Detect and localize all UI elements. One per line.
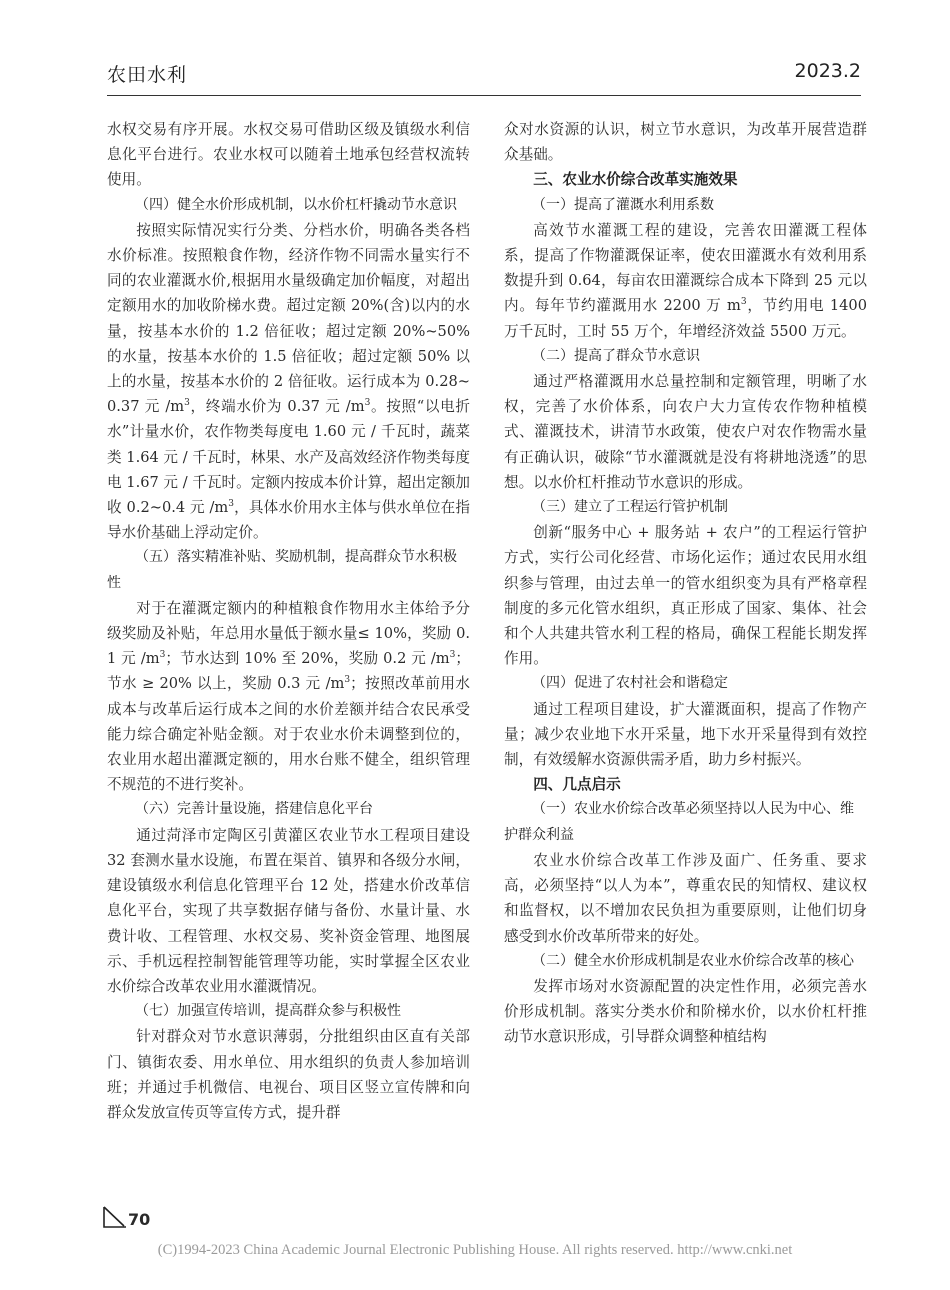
body-paragraph: 对于在灌溉定额内的种植粮食作物用水主体给予分级奖励及补贴，年总用水量低于额水量≤ 10%，奖励 0.1 元 $/m^3$；节水达到 10% 至 20%，奖励 0.2 元 $/m^3$；节水 ≥ 20% 以上，奖励 0.3 元 $/m^3$；按照改革前用水成本与改革后运行成本之间的水价差额并结合农民承受能力综合确定补贴金额。对于农业水价未调整到位的，农业用水超出灌溉定额的，用水台账不健全，组织管理不规范的不进行奖补。 [107, 599, 470, 794]
body-paragraph: 水权交易有序开展。水权交易可借助区级及镇级水利信息化平台进行。农业水权可以随着土地承包经营权流转使用。 [107, 121, 470, 189]
subsection-heading: （三）建立了工程运行管护机制 [532, 499, 728, 516]
body-paragraph: 通过严格灌溉用水总量控制和定额管理，明晰了水权，完善了水价体系，向农户大力宣传农作物种植模式、灌溉技术，讲清节水政策，使农户对农作物需水量有正确认识，破除“节水灌溉就是没有将耕地浇透”的思想。以水价杠杆推动节水意识的形成。 [504, 373, 867, 491]
body-paragraph: 众对水资源的认识，树立节水意识，为改革开展营造群众基础。 [504, 121, 867, 164]
right-column [504, 117, 867, 1050]
body-paragraph: 通过工程项目建设，扩大灌溉面积，提高了作物产量；减少农业地下水开采量，地下水开采量得到有效控制，有效缓解水资源供需矛盾，助力乡村振兴。 [504, 700, 867, 769]
subsection-heading: （二）提高了群众节水意识 [532, 347, 700, 364]
subsection-heading: （四）促进了农村社会和谐稳定 [532, 675, 728, 692]
page-corner-mark-icon [100, 1205, 130, 1231]
subsection-heading: （一）提高了灌溉水利用系数 [532, 196, 714, 213]
body-paragraph: 高效节水灌溉工程的建设，完善农田灌溉工程体系，提高了作物灌溉保证率，使农田灌溉水有效利用系数提升到 0.64，每亩农田灌溉综合成本下降到 25 元以内。每年节约灌溉用水 2200 万 $m^3$，节约用电 1400 万千瓦时，工时 55 万个，年增经济效益 5500 万元。 [504, 221, 868, 340]
running-header [107, 58, 861, 88]
body-paragraph: 创新“服务中心 + 服务站 + 农户”的工程运行管护方式，实行公司化经营、市场化运作；通过农民用水组织参与管理，由过去单一的管水组织变为具有严格章程制度的多元化管水组织，真正形成了国家、集体、社会和个人共建共管水利工程的格局，确保工程能长期发挥作用。 [504, 524, 867, 668]
body-paragraph: 按照实际情况实行分类、分档水价，明确各类各档水价标准。按照粮食作物，经济作物不同需水量实行不同的农业灌溉水价,根据用水量级确定加价幅度，对超出定额用水的加收阶梯水费。超过定额 20%(含)以内的水量，按基本水价的 1.2 倍征收；超过定额 20%~50% 的水量，按基本水价的 1.5 倍征收；超过定额 50% 以上的水量，按基本水价的 2 倍征收。运行成本为 0.28~0.37 元 $/m^3$，终端水价为 0.37 元 $/m^3$。按照“以电折水”计量水价，农作物类每度电 1.60 元 / 千瓦时，蔬菜类 1.64 元 / 千瓦时，林果、水产及高效经济作物类每度电 1.67 元 / 千瓦时。定额内按成本价计算，超出定额加收 0.2~0.4 元 $/m^3$，具体水价用水主体与供水单位在指导水价基础上浮动定价。 [107, 221, 471, 542]
subsection-heading: （四）健全水价形成机制，以水价杠杆撬动节水意识 [135, 196, 457, 213]
section-heading: 四、几点启示 [533, 776, 621, 794]
body-paragraph: 发挥市场对水资源配置的决定性作用，必须完善水价形成机制。落实分类水价和阶梯水价，以水价杠杆推动节水意识形成，引导群众调整种植结构 [504, 977, 867, 1046]
journal-title: 农田水利 [107, 64, 188, 86]
header-rule [107, 95, 861, 96]
subsection-heading: （二）健全水价形成机制是农业水价综合改革的核心 [532, 952, 854, 969]
section-heading: 三、农业水价综合改革实施效果 [533, 171, 738, 189]
left-column [107, 117, 470, 1125]
body-paragraph: 针对群众对节水意识薄弱，分批组织由区直有关部门、镇街农委、用水单位、用水组织的负责人参加培训班；并通过手机微信、电视台、项目区竖立宣传牌和向群众发放宣传页等宣传方式，提升群 [107, 1028, 470, 1121]
issue-number: 2023.2 [794, 60, 861, 82]
subsection-heading: （六）完善计量设施，搭建信息化平台 [135, 801, 373, 818]
subsection-heading: （一）农业水价综合改革必须坚持以人民为中心、维护群众利益 [504, 801, 854, 843]
body-paragraph: 农业水价综合改革工作涉及面广、任务重、要求高，必须坚持“以人为本”，尊重农民的知情权、建议权和监督权，以不增加农民负担为重要原则，让他们切身感受到水价改革所带来的好处。 [504, 851, 867, 945]
copyright-notice: (C)1994-2023 China Academic Journal Electronic Publishing House. All rights reserved. http://www.cnki.net [157, 1242, 793, 1258]
page-number: 70 [128, 1210, 151, 1229]
subsection-heading: （五）落实精准补贴、奖励机制，提高群众节水积极性 [107, 549, 457, 591]
subsection-heading: （七）加强宣传培训，提高群众参与积极性 [135, 1003, 401, 1020]
body-paragraph: 通过菏泽市定陶区引黄灌区农业节水工程项目建设 32 套测水量水设施，布置在渠首、镇界和各级分水闸，建设镇级水利信息化管理平台 12 处，搭建水价改革信息化平台，实现了共享数据存储与备份、水量计量、水费计收、工程管理、水权交易、奖补资金管理、地图展示、手机远程控制智能管理等功能，实时掌握全区农业水价综合改革农业用水灌溉情况。 [107, 826, 470, 995]
